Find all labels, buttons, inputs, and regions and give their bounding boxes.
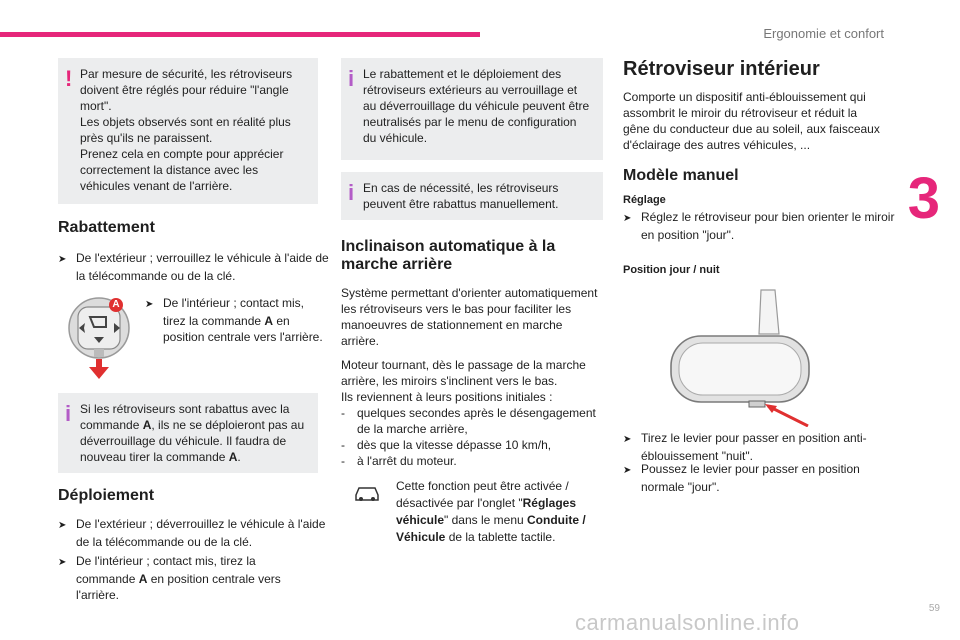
warning-icon: ! [65,66,73,91]
heading-rabattement: Rabattement [58,219,155,236]
list-item [341,453,603,469]
retroviseur-intro: Comporte un dispositif anti-éblouissement qui assombrit le miroir du rétroviseur et réduit la gêne du conducteur due au soleil, aux faisceaux d'éclairage des autres véhicules, ... [623,90,880,152]
text: " dans le menu [444,513,528,527]
info-text: En cas de nécessité, les rétroviseurs peuvent être rabattus manuellement. [363,181,559,211]
section-title: Ergonomie et confort [763,26,884,41]
dash-icon: - [341,454,345,468]
info-box-manuel [341,172,603,220]
header-accent-bar [0,32,480,37]
bullet-arrow-icon: ➤ [623,434,632,445]
bullet-arrow-icon: ➤ [145,299,154,310]
text: De l'intérieur ; contact mis, tirez la commande [163,296,305,328]
list-item-text: dès que la vitesse dépasse 10 km/h, [357,438,552,452]
text: Si les rétroviseurs sont rabattus avec la commande [80,402,290,432]
list-item-text: à l'arrêt du moteur. [357,454,457,468]
deploiement-bullet-1 [58,516,331,550]
reglage-label: Réglage [623,194,666,206]
text: De l'intérieur ; contact mis, tirez la commande [76,554,256,586]
control-a-badge: A [109,298,123,312]
reglage-bullet [623,209,896,243]
inclinaison-list [341,405,603,469]
rabattement-bullet-2 [145,295,328,345]
inclinaison-intro: Système permettant d'orienter automatiquement les rétroviseurs vers le bas pour faciliter les manoeuvres de stationnement en marche arrière. [341,286,598,348]
text: en position centrale vers l'arrière. [76,572,281,602]
inclinaison-detail: Moteur tournant, dès le passage de la marche arrière, les miroirs s'inclinent vers le bas. Ils reviennent à leurs positions initiales : [341,358,586,404]
car-icon [353,482,381,504]
dash-icon: - [341,438,345,452]
warning-box [58,58,318,204]
position-label: Position jour / nuit [623,264,720,276]
text: . [237,450,241,464]
inclinaison-note [396,478,601,546]
heading-inclinaison: Inclinaison automatique à la marche arrière [341,238,556,273]
list-item [341,405,603,437]
bullet-arrow-icon: ➤ [623,465,632,476]
chapter-number: 3 [907,166,940,231]
text-bold: A [142,418,152,432]
info-box-rabattement [58,393,318,473]
interior-mirror-illustration [665,282,815,427]
bullet-text: Poussez le levier pour passer en position normale "jour". [641,462,860,494]
deploiement-bullet-2 [58,553,316,603]
bullet-text: Réglez le rétroviseur pour bien orienter le miroir en position "jour". [641,210,895,242]
text: en position centrale vers l'arrière. [163,314,323,344]
bullet-text: De l'extérieur ; déverrouillez le véhicule à l'aide de la télécommande ou de la clé. [76,517,326,549]
bullet-text: Tirez le levier pour passer en position anti-éblouissement "nuit". [641,431,867,463]
text-bold: Réglages véhicule [396,496,576,527]
info-icon: i [348,66,355,91]
mirror-control-illustration [66,295,136,385]
bullet-text: De l'extérieur ; verrouillez le véhicule à l'aide de la télécommande ou de la clé. [76,251,329,283]
text-bold: A [138,572,148,586]
bullet-arrow-icon: ➤ [58,254,67,265]
text: Cette fonction peut être activée / désactivée par l'onglet " [396,479,569,510]
page-number: 59 [928,603,940,614]
warning-text: Par mesure de sécurité, les rétroviseurs doivent être réglés pour réduire "l'angle mort". Les objets observés sont en réalité plus près qu'ils ne paraissent. Prenez cela en compte pour apprécier correctement la distance avec les véhicules venant de l'arrière. [80,67,293,193]
nuit-bullet [623,430,899,464]
list-item-text: quelques secondes après le désengagement de la marche arrière, [357,406,596,436]
info-box-neutralisation [341,58,603,160]
bullet-arrow-icon: ➤ [623,213,632,224]
watermark: carmanualsonline.info [575,610,800,635]
info-text: Le rabattement et le déploiement des rétroviseurs extérieurs au verrouillage et au déverrouillage du véhicule peuvent être neutralisés par le menu de configuration du véhicule. [363,67,590,145]
info-icon: i [65,401,72,426]
jour-bullet [623,461,899,495]
text-bold: A [228,450,238,464]
heading-modele-manuel: Modèle manuel [623,167,739,184]
info-text [80,401,308,465]
list-item [341,437,603,453]
rabattement-bullet-1 [58,250,331,284]
dash-icon: - [341,406,345,420]
info-icon: i [348,180,355,205]
text-bold: Conduite / Véhicule [396,513,586,544]
text: de la tablette tactile. [445,530,556,544]
heading-retroviseur-interieur: Rétroviseur intérieur [623,58,820,80]
text-bold: A [264,314,274,328]
bullet-arrow-icon: ➤ [58,557,67,568]
text: , ils ne se déploieront pas au déverrouillage du véhicule. Il faudra de nouveau tirer la commande [80,418,305,464]
bullet-arrow-icon: ➤ [58,520,67,531]
heading-deploiement: Déploiement [58,487,155,504]
